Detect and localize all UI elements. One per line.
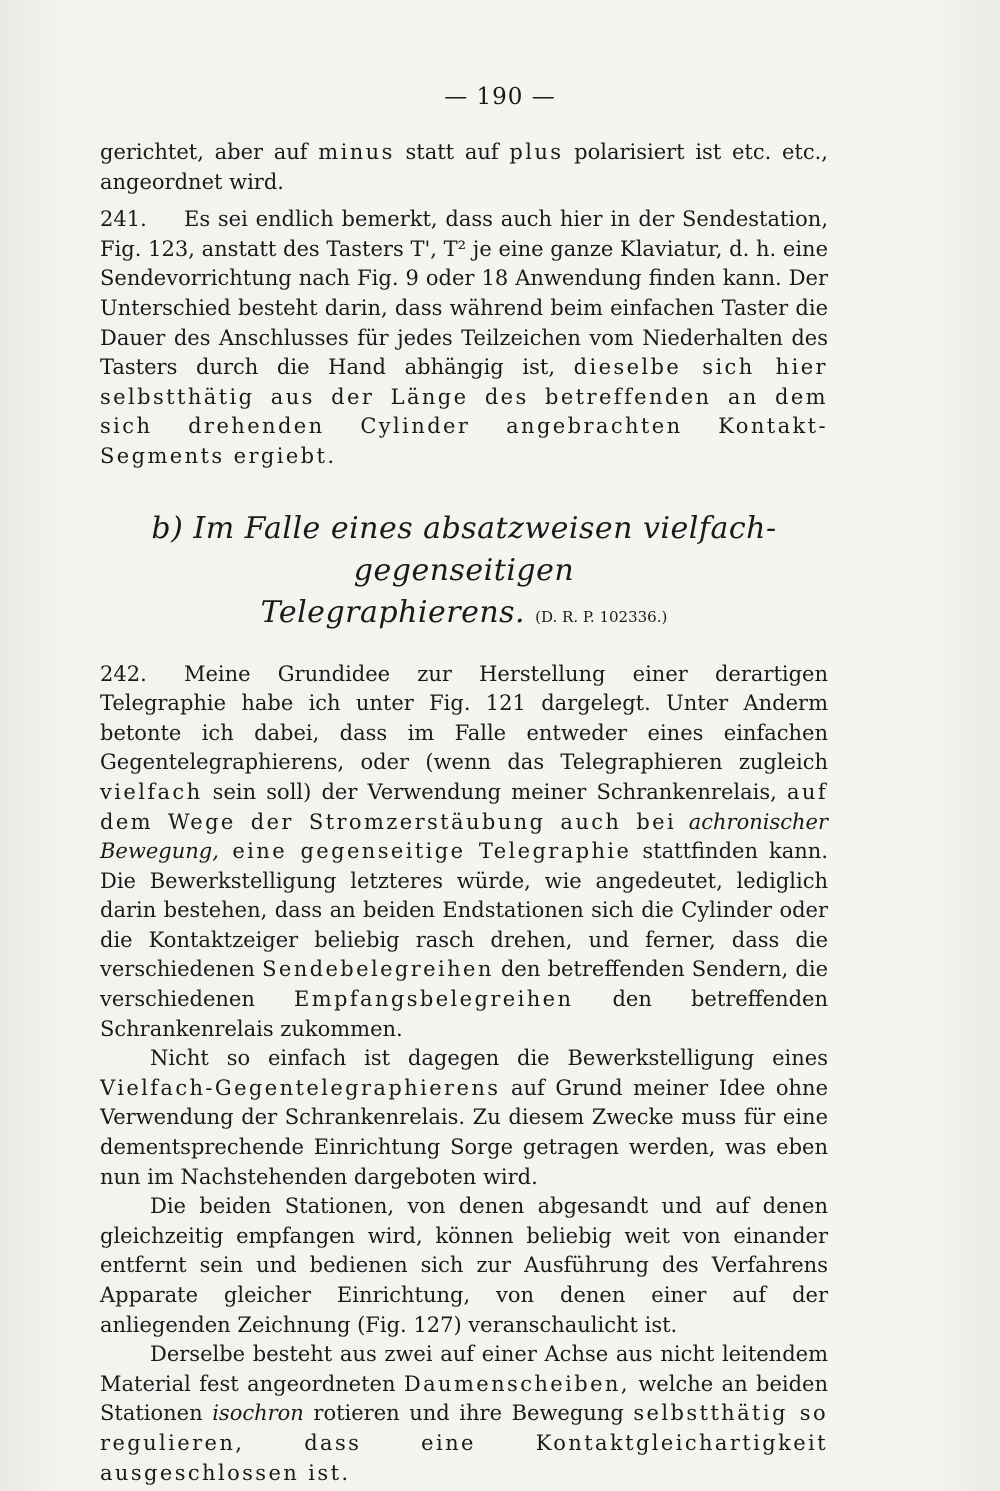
page-number: — 190 — bbox=[444, 84, 556, 110]
heading-line-2 bbox=[100, 592, 828, 638]
patent-reference: (D. R. P. 102336.) bbox=[535, 607, 668, 626]
text-run: Es sei endlich bemerkt, dass auch hier in der Sendestation, Fig. 123, anstatt des Tasters T', T² je eine ganze Klaviatur, d. h. eine Sendevorrichtung nach Fig. 9 oder 18 Anwendung finden kann. Der Unterschied besteht darin, dass während beim einfachen Taster die Dauer des Anschlusses für jedes Teilzeichen vom Niederhalten des Tasters durch die Hand abhängig ist, bbox=[100, 207, 828, 380]
text-run: Derselbe besteht aus zwei auf einer Achse aus nicht leitendem Material fest angeordneten bbox=[100, 1342, 828, 1396]
text-run: welche an beiden Stationen bbox=[100, 1371, 828, 1426]
text-run: polarisiert ist etc. etc., angeordnet wird. bbox=[100, 140, 828, 194]
heading-title: Telegraphierens. bbox=[260, 594, 526, 630]
spaced-word: plus bbox=[509, 140, 564, 164]
italic-word: isochron bbox=[212, 1401, 304, 1426]
spaced-word: vielfach bbox=[100, 779, 203, 804]
spaced-word: Daumenscheiben, bbox=[403, 1371, 630, 1396]
text-run: Die beiden Stationen, von denen abgesandt und auf denen gleichzeitig empfangen wird, können beliebig weit von einander entfernt sein und bedienen sich zur Ausführung des Verfahrens Apparate gleicher Einrichtung, von denen einer auf der anliegenden Zeichnung (Fig. 127) veranschaulicht ist. bbox=[100, 1194, 828, 1337]
spaced-word: Empfangsbelegreihen bbox=[293, 987, 574, 1012]
italic-text: achronischer Bewegung, bbox=[100, 809, 828, 864]
paragraph-continuation bbox=[100, 138, 828, 197]
paragraph-243 bbox=[100, 1044, 828, 1192]
text-run: Nicht so einfach ist dagegen die Bewerkstelligung eines bbox=[150, 1046, 828, 1071]
text-run: gerichtet, aber auf bbox=[100, 140, 319, 164]
paragraph-245 bbox=[100, 1340, 828, 1488]
heading-line-1: b) Im Falle eines absatzweisen vielfach-gegenseitigen bbox=[151, 510, 777, 588]
spaced-word: Vielfach-Gegentelegraphierens bbox=[100, 1075, 501, 1100]
section-heading bbox=[100, 508, 828, 638]
text-run: statt auf bbox=[394, 140, 510, 164]
spaced-text: auf dem Wege der Stromzerstäubung auch bei bbox=[100, 779, 828, 834]
text-run: Meine Grundidee zur Herstellung einer derartigen Telegraphie habe ich unter Fig. 121 dargelegt. Unter Anderm betonte ich dabei, dass im Falle entweder eines einfachen Gegentelegraphierens, oder (wenn das Telegraphieren zugleich bbox=[100, 661, 828, 775]
spaced-word: minus bbox=[318, 140, 395, 164]
paragraph-244 bbox=[100, 1192, 828, 1340]
spaced-word: Sendebelegreihen bbox=[262, 957, 494, 982]
paragraph-242 bbox=[100, 660, 828, 1045]
text-run: rotieren und ihre Bewegung bbox=[303, 1401, 634, 1426]
spaced-text: dieselbe sich hier selbstthätig aus der Länge des betreffenden an dem sich drehenden Cylinder angebrachten Kontakt-Segments ergiebt. bbox=[100, 355, 828, 468]
paragraph-number: 242. bbox=[100, 661, 147, 686]
paragraph-241 bbox=[100, 205, 828, 471]
text-run: sein soll) der Verwendung meiner Schrankenrelais, bbox=[202, 779, 787, 804]
paragraph-number: 241. bbox=[100, 207, 147, 232]
spaced-text: selbstthätig so regulieren, dass eine Kontaktgleichartigkeit ausgeschlossen ist. bbox=[100, 1401, 829, 1485]
body-text bbox=[100, 138, 828, 1488]
text-run: den betreffenden Sendern, die verschiedenen bbox=[100, 957, 829, 1012]
spaced-text: eine gegenseitige Telegraphie bbox=[218, 839, 632, 864]
text-run: den betreffenden Schrankenrelais zukommen. bbox=[100, 987, 829, 1041]
text-run: stattfinden kann. Die Bewerkstelligung letzteres würde, wie angedeutet, lediglich darin bestehen, dass an beiden Endstationen sich die Cylinder oder die Kontaktzeiger beliebig rasch drehen, und ferner, dass die verschiedenen bbox=[100, 839, 828, 982]
text-run: auf Grund meiner Idee ohne Verwendung der Schrankenrelais. Zu diesem Zwecke muss für eine dementsprechende Einrichtung Sorge getragen werden, was eben nun im Nachstehenden dargeboten wird. bbox=[100, 1075, 828, 1189]
